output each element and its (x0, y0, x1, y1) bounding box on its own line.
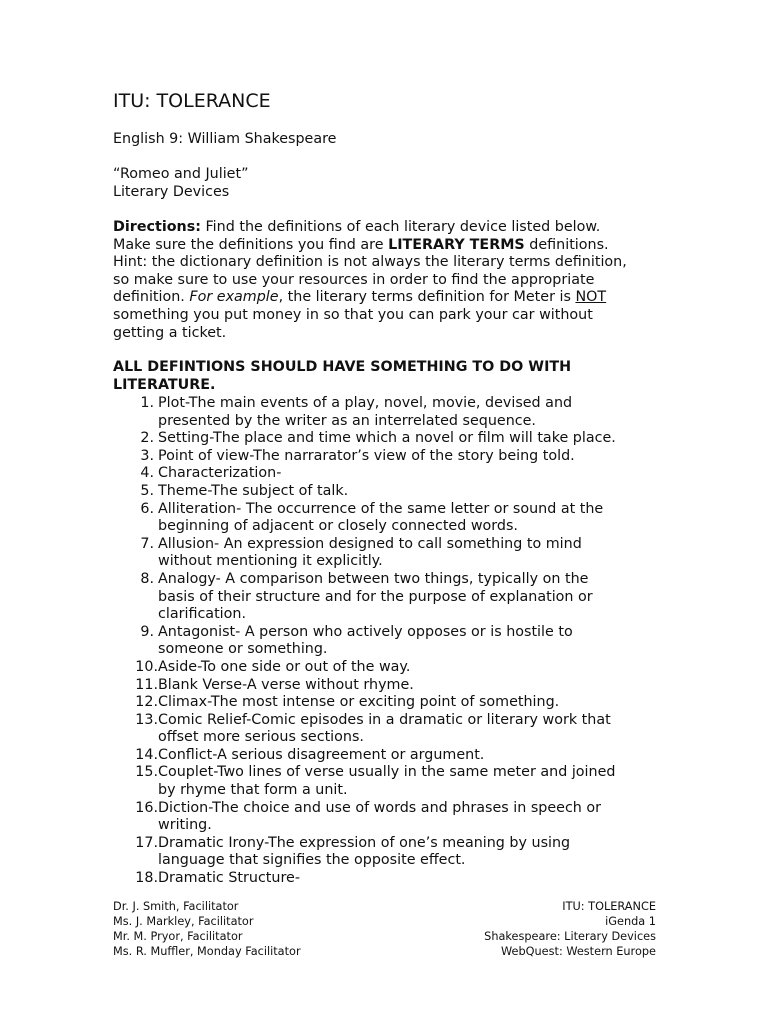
directions-text: definitions. (524, 236, 609, 253)
list-item-text (158, 448, 658, 466)
list-item-number: 4. (140, 465, 154, 482)
list-item-line: Diction-The choice and use of words and phrases in speech or (158, 799, 602, 816)
list-item-line: Characterization- (158, 465, 282, 482)
list-item-line: language that signifies the opposite effect. (158, 852, 466, 869)
list-item (113, 835, 658, 870)
list-item-line: Analogy- A comparison between two things, typically on the (158, 570, 589, 587)
list-item-text (158, 677, 658, 695)
list-item-line: someone or something. (158, 641, 328, 658)
list-item (113, 800, 658, 835)
page-title: ITU: TOLERANCE (113, 90, 271, 112)
directions-line: getting a ticket. (113, 324, 227, 341)
list-item (113, 483, 658, 501)
list-item-line: basis of their structure and for the purpose of explanation or (158, 588, 593, 605)
directions-line: so make sure to use your resources in order to find the appropriate (113, 271, 595, 288)
facilitator-name: Ms. R. Muffler, Monday Facilitator (113, 945, 301, 958)
definitions-notice (113, 359, 658, 394)
list-item-line: Plot-The main events of a play, novel, movie, devised and (158, 395, 573, 411)
facilitator-name: Mr. M. Pryor, Facilitator (113, 930, 243, 943)
list-item-text (158, 747, 658, 765)
list-item-line: Comic Relief-Comic episodes in a dramatic or literary work that (158, 711, 611, 728)
facilitator-name: Dr. J. Smith, Facilitator (113, 900, 239, 913)
directions-text: Find the definitions of each literary device listed below. (200, 219, 601, 235)
list-item-text (158, 483, 658, 501)
list-item-number: 9. (140, 623, 154, 640)
course-name: English 9: William Shakespeare (113, 131, 337, 147)
directions-label: Directions: (113, 219, 201, 235)
list-item-number: 6. (140, 500, 154, 517)
directions-line (113, 237, 658, 255)
unit-info-line: WebQuest: Western Europe (501, 945, 656, 958)
list-item-line: Climax-The most intense or exciting point of something. (158, 694, 560, 711)
list-item-line: Blank Verse-A verse without rhyme. (158, 676, 414, 693)
list-item-number: 5. (140, 482, 154, 499)
list-item-line: by rhyme that form a unit. (158, 782, 348, 799)
list-item-text (158, 712, 658, 747)
list-item-text (158, 694, 658, 712)
list-item-line: Dramatic Structure- (158, 870, 300, 887)
list-item-text (158, 870, 658, 888)
directions-text: Make sure the definitions you find are (113, 236, 389, 253)
directions-line (113, 219, 658, 237)
list-item-number: 11. (135, 676, 158, 693)
example-emphasis: For example (189, 289, 279, 306)
list-item-line: Alliteration- The occurrence of the same letter or sound at the (158, 500, 604, 517)
list-item (113, 764, 658, 799)
unit-info-line: iGenda 1 (605, 915, 656, 928)
facilitator-name: Ms. J. Markley, Facilitator (113, 915, 254, 928)
list-item-text (158, 835, 658, 870)
literary-terms-emphasis: LITERARY TERMS (388, 236, 525, 253)
notice-line: LITERATURE. (113, 376, 216, 393)
list-item-number: 7. (140, 535, 154, 552)
directions-line: something you put money in so that you can park your car without (113, 306, 593, 323)
list-item (113, 571, 658, 624)
list-item (113, 501, 658, 536)
list-item (113, 694, 658, 712)
list-item-line: clarification. (158, 606, 247, 623)
directions-paragraph (113, 219, 658, 342)
list-item-line: Dramatic Irony-The expression of one’s meaning by using (158, 834, 571, 851)
list-item (113, 659, 658, 677)
list-item-number: 14. (135, 746, 158, 763)
directions-text: definition. (113, 289, 190, 306)
list-item (113, 395, 658, 430)
list-item (113, 712, 658, 747)
list-item-line: without mentioning it explicitly. (158, 553, 383, 570)
list-item-text (158, 536, 658, 571)
list-item-text (158, 501, 658, 536)
list-item-line: Antagonist- A person who actively opposes or is hostile to (158, 623, 573, 640)
list-item-number: 18. (135, 870, 158, 887)
list-item (113, 430, 658, 448)
list-item (113, 870, 658, 888)
list-item-number: 1. (140, 395, 154, 411)
list-item-line: Theme-The subject of talk. (158, 482, 349, 499)
list-item-text (158, 764, 658, 799)
list-item-number: 17. (135, 834, 158, 851)
list-item-line: Couplet-Two lines of verse usually in the same meter and joined (158, 764, 616, 781)
list-item-line: Point of view-The narrarator’s view of the story being told. (158, 447, 575, 464)
list-item-text (158, 465, 658, 483)
list-item-text (158, 800, 658, 835)
list-item-line: offset more serious sections. (158, 729, 364, 746)
list-item (113, 624, 658, 659)
list-item-number: 16. (135, 799, 158, 816)
list-item-text (158, 659, 658, 677)
list-item-number: 13. (135, 711, 158, 728)
list-item-text (158, 624, 658, 659)
notice-line: ALL DEFINTIONS SHOULD HAVE SOMETHING TO DO WITH (113, 359, 572, 375)
list-item (113, 677, 658, 695)
list-item-number: 8. (140, 570, 154, 587)
list-item (113, 448, 658, 466)
list-item-text (158, 430, 658, 448)
literary-terms-list (113, 395, 658, 888)
topic-title: Literary Devices (113, 184, 230, 200)
list-item (113, 465, 658, 483)
list-item-number: 10. (135, 658, 158, 675)
unit-info-line: Shakespeare: Literary Devices (484, 930, 656, 943)
facilitators-list (113, 899, 301, 959)
list-item (113, 747, 658, 765)
list-item-text (158, 395, 658, 430)
play-title: “Romeo and Juliet” (113, 166, 249, 182)
list-item-line: Aside-To one side or out of the way. (158, 658, 411, 675)
not-emphasis: NOT (575, 289, 607, 306)
list-item-line: presented by the writer as an interrelated sequence. (158, 412, 536, 429)
directions-line (113, 289, 658, 307)
list-item-number: 15. (135, 764, 158, 781)
unit-info (484, 899, 656, 959)
list-item-text (158, 571, 658, 624)
list-item-number: 3. (140, 447, 154, 464)
list-item-line: Allusion- An expression designed to call something to mind (158, 535, 582, 552)
unit-info-line: ITU: TOLERANCE (562, 900, 656, 913)
directions-text: , the literary terms definition for Meter is (278, 289, 576, 306)
list-item-line: Conflict-A serious disagreement or argument. (158, 746, 485, 763)
list-item-line: writing. (158, 817, 212, 834)
list-item (113, 536, 658, 571)
directions-line: Hint: the dictionary definition is not always the literary terms definition, (113, 254, 627, 271)
list-item-line: Setting-The place and time which a novel or film will take place. (158, 430, 616, 447)
list-item-number: 12. (135, 694, 158, 711)
list-item-number: 2. (140, 430, 154, 447)
list-item-line: beginning of adjacent or closely connected words. (158, 518, 518, 535)
